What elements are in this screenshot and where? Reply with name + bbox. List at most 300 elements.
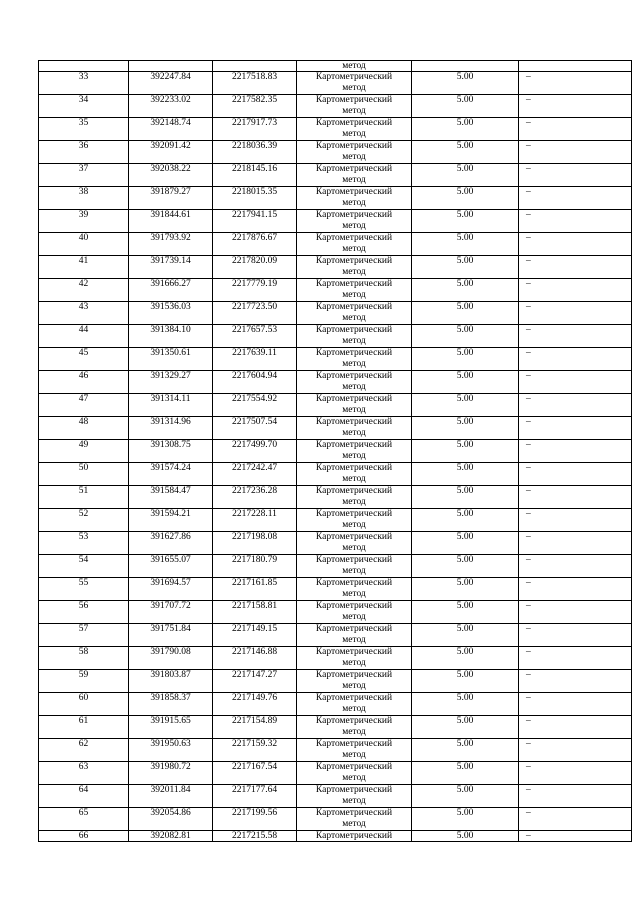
description-cell: – [519,739,632,762]
table-row [39,762,632,785]
description-cell: – [519,624,632,647]
method-text-line2: метод [342,267,366,277]
table-row [39,233,632,256]
method-cell [297,762,412,785]
method-text-line1: Картометрический [315,509,393,519]
point-number-cell: 35 [39,118,129,141]
error-cell: 5.00 [412,95,519,118]
method-text-line2: метод [342,589,366,599]
description-cell: – [519,141,632,164]
method-text-line2: метод [342,819,366,829]
error-cell: 5.00 [412,440,519,463]
method-text-line2: метод [342,497,366,507]
y-coordinate-cell: 2217820.09 [213,256,297,279]
point-number-cell: 65 [39,808,129,831]
description-cell: – [519,440,632,463]
description-cell: – [519,693,632,716]
error-cell: 5.00 [412,417,519,440]
error-cell: 5.00 [412,233,519,256]
y-coordinate-cell: 2217723.50 [213,302,297,325]
continuation-cell-description [519,61,632,72]
description-cell: – [519,578,632,601]
method-text-line2: метод [342,543,366,553]
method-text-line2: метод [342,566,366,576]
table-row [39,463,632,486]
error-cell: 5.00 [412,141,519,164]
y-coordinate-cell: 2217499.70 [213,440,297,463]
y-coordinate-cell: 2217228.11 [213,509,297,532]
method-text-line1: Картометрический [315,739,393,749]
point-number-cell: 53 [39,532,129,555]
table-row [39,210,632,233]
method-cell [297,716,412,739]
method-text-line1: Картометрический [315,785,393,795]
error-cell: 5.00 [412,601,519,624]
method-cell [297,187,412,210]
method-cell [297,808,412,831]
method-cell [297,279,412,302]
error-cell: 5.00 [412,463,519,486]
method-text-line1: Картометрический [315,187,393,197]
method-text-line1: Картометрический [315,762,393,772]
error-cell: 5.00 [412,831,519,842]
description-cell: – [519,555,632,578]
y-coordinate-cell: 2217154.89 [213,716,297,739]
method-text-line2: метод [342,796,366,806]
y-coordinate-cell: 2218036.39 [213,141,297,164]
error-cell: 5.00 [412,555,519,578]
point-number-cell: 46 [39,371,129,394]
point-number-cell: 51 [39,486,129,509]
description-cell: – [519,95,632,118]
point-number-cell: 59 [39,670,129,693]
description-cell: – [519,716,632,739]
method-text-line1: Картометрический [315,348,393,358]
point-number-cell: 40 [39,233,129,256]
point-number-cell: 42 [39,279,129,302]
description-cell: – [519,187,632,210]
y-coordinate-cell: 2217876.67 [213,233,297,256]
y-coordinate-cell: 2217158.81 [213,601,297,624]
x-coordinate-cell: 392082.81 [129,831,213,842]
error-cell: 5.00 [412,72,519,95]
method-text-line2: метод [342,727,366,737]
error-cell: 5.00 [412,256,519,279]
error-cell: 5.00 [412,762,519,785]
method-text-line2: метод [342,106,366,116]
x-coordinate-cell: 392038.22 [129,164,213,187]
description-cell: – [519,486,632,509]
error-cell: 5.00 [412,693,519,716]
error-cell: 5.00 [412,302,519,325]
error-cell: 5.00 [412,647,519,670]
description-cell: – [519,164,632,187]
method-text-line1: Картометрический [315,486,393,496]
point-number-cell: 52 [39,509,129,532]
method-text-line2: метод [342,658,366,668]
point-number-cell: 36 [39,141,129,164]
error-cell: 5.00 [412,187,519,210]
table-row [39,141,632,164]
method-cell [297,601,412,624]
error-cell: 5.00 [412,210,519,233]
description-cell: – [519,118,632,141]
y-coordinate-cell: 2217657.53 [213,325,297,348]
method-text-line1: Картометрический [315,693,393,703]
x-coordinate-cell: 391858.37 [129,693,213,716]
method-cell [297,256,412,279]
y-coordinate-cell: 2217180.79 [213,555,297,578]
table-row [39,509,632,532]
y-coordinate-cell: 2217941.15 [213,210,297,233]
description-cell: – [519,785,632,808]
x-coordinate-cell: 392233.02 [129,95,213,118]
method-text-line2: метод [342,359,366,369]
y-coordinate-cell: 2217236.28 [213,486,297,509]
point-number-cell: 54 [39,555,129,578]
method-text-line1: Картометрический [315,463,393,473]
description-cell: – [519,325,632,348]
y-coordinate-cell: 2217199.56 [213,808,297,831]
table-row [39,256,632,279]
method-text-line1: Картометрический [315,417,393,427]
error-cell: 5.00 [412,325,519,348]
method-text-line2: метод [342,773,366,783]
error-cell: 5.00 [412,578,519,601]
method-cell [297,555,412,578]
table-row [39,164,632,187]
error-cell: 5.00 [412,118,519,141]
continuation-cell-number [39,61,129,72]
x-coordinate-cell: 391790.08 [129,647,213,670]
x-coordinate-cell: 391536.03 [129,302,213,325]
x-coordinate-cell: 391329.27 [129,371,213,394]
table-row [39,187,632,210]
table-row [39,72,632,95]
method-text-line1: Картометрический [315,233,393,243]
x-coordinate-cell: 391950.63 [129,739,213,762]
method-text-line2: метод [342,221,366,231]
x-coordinate-cell: 391584.47 [129,486,213,509]
description-cell: – [519,647,632,670]
x-coordinate-cell: 391384.10 [129,325,213,348]
method-text-line1: Картометрический [315,95,393,105]
point-number-cell: 34 [39,95,129,118]
method-cell [297,831,412,842]
table-row [39,371,632,394]
table-row [39,95,632,118]
method-text-line2: метод [342,152,366,162]
x-coordinate-cell: 391314.11 [129,394,213,417]
method-cell [297,739,412,762]
point-number-cell: 56 [39,601,129,624]
description-cell: – [519,762,632,785]
method-text-line2: метод [342,175,366,185]
description-cell: – [519,348,632,371]
method-text-line2: метод [342,520,366,530]
description-cell: – [519,233,632,256]
table-row [39,693,632,716]
continuation-row [39,61,632,72]
method-cell [297,72,412,95]
error-cell: 5.00 [412,486,519,509]
y-coordinate-cell: 2217167.54 [213,762,297,785]
method-text-line1: Картометрический [315,164,393,174]
method-text-line2: метод [342,382,366,392]
y-coordinate-cell: 2218015.35 [213,187,297,210]
x-coordinate-cell: 392247.84 [129,72,213,95]
point-number-cell: 47 [39,394,129,417]
x-coordinate-cell: 391350.61 [129,348,213,371]
table-row [39,394,632,417]
table-row [39,440,632,463]
table-row [39,555,632,578]
description-cell: – [519,302,632,325]
point-number-cell: 61 [39,716,129,739]
table-row [39,417,632,440]
method-text-line1: Картометрический [315,256,393,266]
method-cell [297,670,412,693]
method-cell [297,785,412,808]
description-cell: – [519,72,632,95]
method-text-line2: метод [342,635,366,645]
table-row [39,578,632,601]
table-row [39,279,632,302]
x-coordinate-cell: 391594.21 [129,509,213,532]
point-number-cell: 57 [39,624,129,647]
x-coordinate-cell: 392091.42 [129,141,213,164]
point-number-cell: 38 [39,187,129,210]
method-text-line1: Картометрический [315,555,393,565]
method-text-line1: Картометрический [315,371,393,381]
method-cell [297,486,412,509]
method-cell [297,532,412,555]
method-text-line1: Картометрический [315,831,393,841]
y-coordinate-cell: 2217215.58 [213,831,297,842]
point-number-cell: 60 [39,693,129,716]
description-cell: – [519,670,632,693]
description-cell: – [519,601,632,624]
point-number-cell: 45 [39,348,129,371]
table-row [39,348,632,371]
table-row [39,302,632,325]
method-text-line1: Картометрический [315,440,393,450]
y-coordinate-cell: 2217149.76 [213,693,297,716]
method-cell [297,440,412,463]
y-coordinate-cell: 2218145.16 [213,164,297,187]
method-text-line2: метод [342,336,366,346]
x-coordinate-cell: 391803.87 [129,670,213,693]
point-number-cell: 44 [39,325,129,348]
y-coordinate-cell: 2217779.19 [213,279,297,302]
error-cell: 5.00 [412,279,519,302]
method-text-line1: Картометрический [315,394,393,404]
point-number-cell: 49 [39,440,129,463]
table-row [39,601,632,624]
method-text-line2: метод [342,129,366,139]
x-coordinate-cell: 391980.72 [129,762,213,785]
description-cell: – [519,210,632,233]
method-text-line1: Картометрический [315,716,393,726]
x-coordinate-cell: 391314.96 [129,417,213,440]
error-cell: 5.00 [412,371,519,394]
y-coordinate-cell: 2217582.35 [213,95,297,118]
x-coordinate-cell: 391666.27 [129,279,213,302]
point-number-cell: 37 [39,164,129,187]
method-text-line2: метод [342,290,366,300]
error-cell: 5.00 [412,509,519,532]
y-coordinate-cell: 2217507.54 [213,417,297,440]
point-number-cell: 66 [39,831,129,842]
description-cell: – [519,808,632,831]
coordinates-table-wrapper [38,60,631,842]
point-number-cell: 63 [39,762,129,785]
description-cell: – [519,371,632,394]
table-row [39,325,632,348]
y-coordinate-cell: 2217242.47 [213,463,297,486]
error-cell: 5.00 [412,348,519,371]
table-row [39,118,632,141]
table-row [39,785,632,808]
y-coordinate-cell: 2217161.85 [213,578,297,601]
description-cell: – [519,279,632,302]
x-coordinate-cell: 391793.92 [129,233,213,256]
y-coordinate-cell: 2217146.88 [213,647,297,670]
method-cell [297,624,412,647]
continuation-cell-method: метод [297,61,412,72]
continuation-cell-x [129,61,213,72]
method-text-line2: метод [342,313,366,323]
x-coordinate-cell: 391751.84 [129,624,213,647]
continuation-cell-y [213,61,297,72]
method-text-line1: Картометрический [315,72,393,82]
y-coordinate-cell: 2217604.94 [213,371,297,394]
table-row [39,739,632,762]
table-row [39,532,632,555]
y-coordinate-cell: 2217159.32 [213,739,297,762]
method-cell [297,141,412,164]
method-text-line2: метод [342,83,366,93]
point-number-cell: 39 [39,210,129,233]
x-coordinate-cell: 391879.27 [129,187,213,210]
y-coordinate-cell: 2217518.83 [213,72,297,95]
table-row [39,831,632,842]
method-text-line1: Картометрический [315,624,393,634]
method-cell [297,118,412,141]
x-coordinate-cell: 392011.84 [129,785,213,808]
method-cell [297,325,412,348]
y-coordinate-cell: 2217177.64 [213,785,297,808]
point-number-cell: 62 [39,739,129,762]
table-row [39,716,632,739]
x-coordinate-cell: 391627.86 [129,532,213,555]
method-text-line1: Картометрический [315,279,393,289]
y-coordinate-cell: 2217554.92 [213,394,297,417]
description-cell: – [519,831,632,842]
coordinates-table [38,60,632,842]
method-text-line1: Картометрический [315,118,393,128]
x-coordinate-cell: 391694.57 [129,578,213,601]
method-text-line1: Картометрический [315,532,393,542]
method-text-line2: метод [342,244,366,254]
point-number-cell: 55 [39,578,129,601]
error-cell: 5.00 [412,670,519,693]
method-text-line1: Картометрический [315,601,393,611]
x-coordinate-cell: 391308.75 [129,440,213,463]
method-cell [297,95,412,118]
description-cell: – [519,256,632,279]
method-text-line2: метод [342,474,366,484]
method-cell [297,164,412,187]
method-cell [297,417,412,440]
method-text-line1: Картометрический [315,210,393,220]
description-cell: – [519,509,632,532]
coordinates-table-body [39,61,632,842]
y-coordinate-cell: 2217917.73 [213,118,297,141]
point-number-cell: 43 [39,302,129,325]
description-cell: – [519,532,632,555]
table-row [39,647,632,670]
method-text-line2: метод [342,198,366,208]
method-cell [297,463,412,486]
error-cell: 5.00 [412,785,519,808]
method-text-line2: метод [342,750,366,760]
method-cell [297,210,412,233]
method-text-line1: Картометрический [315,808,393,818]
description-cell: – [519,394,632,417]
description-cell: – [519,463,632,486]
table-row [39,486,632,509]
description-cell: – [519,417,632,440]
method-cell [297,348,412,371]
method-cell [297,647,412,670]
method-cell [297,509,412,532]
method-text-line2: метод [342,428,366,438]
method-text-line1: Картометрический [315,302,393,312]
table-row [39,624,632,647]
x-coordinate-cell: 391915.65 [129,716,213,739]
method-cell [297,578,412,601]
method-cell [297,302,412,325]
method-text-line2: метод [342,405,366,415]
point-number-cell: 64 [39,785,129,808]
method-text-line1: Картометрический [315,141,393,151]
point-number-cell: 41 [39,256,129,279]
point-number-cell: 50 [39,463,129,486]
error-cell: 5.00 [412,164,519,187]
x-coordinate-cell: 392054.86 [129,808,213,831]
x-coordinate-cell: 392148.74 [129,118,213,141]
error-cell: 5.00 [412,739,519,762]
table-row [39,670,632,693]
error-cell: 5.00 [412,716,519,739]
x-coordinate-cell: 391574.24 [129,463,213,486]
error-cell: 5.00 [412,808,519,831]
x-coordinate-cell: 391707.72 [129,601,213,624]
y-coordinate-cell: 2217147.27 [213,670,297,693]
method-text-line1: Картометрический [315,647,393,657]
error-cell: 5.00 [412,394,519,417]
method-text-line2: метод [342,681,366,691]
x-coordinate-cell: 391655.07 [129,555,213,578]
x-coordinate-cell: 391844.61 [129,210,213,233]
point-number-cell: 48 [39,417,129,440]
method-cell [297,371,412,394]
point-number-cell: 58 [39,647,129,670]
method-cell [297,233,412,256]
x-coordinate-cell: 391739.14 [129,256,213,279]
y-coordinate-cell: 2217149.15 [213,624,297,647]
